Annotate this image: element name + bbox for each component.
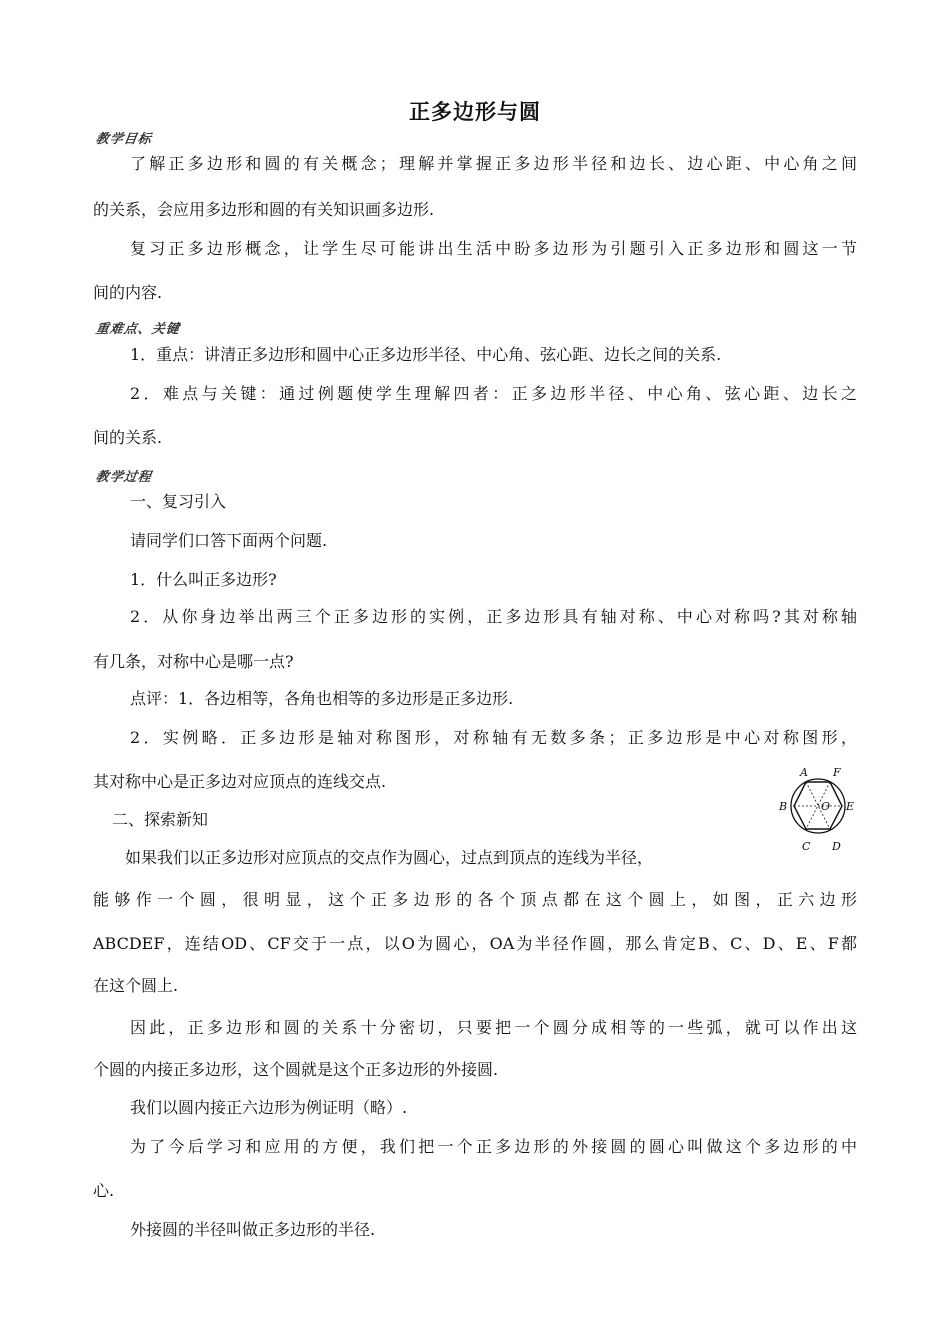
hexagon-abcdef: [794, 782, 842, 829]
center-label-o: O: [821, 800, 831, 813]
vertex-label-a: A: [800, 766, 808, 779]
section-heading-process: 教学过程: [94, 470, 153, 485]
body-line: 复习正多边形概念，让学生尽可能讲出生活中盼多边形为引题引入正多边形和圆这一节: [130, 239, 857, 258]
body-line: 2．从你身边举出两三个正多边形的实例，正多边形具有轴对称、中心对称吗?其对称轴: [130, 607, 857, 626]
body-line: 间的关系.: [93, 428, 163, 447]
body-line: 如果我们以正多边形对应顶点的交点作为圆心，过点到顶点的连线为半径，: [125, 848, 654, 867]
section-heading-objectives: 教学目标: [94, 132, 153, 147]
section-heading-keypoints: 重难点、关键: [94, 322, 181, 337]
vertex-label-c: C: [802, 840, 811, 853]
body-line: 在这个圆上.: [93, 976, 179, 995]
body-line: 有几条，对称中心是哪一点?: [93, 652, 294, 671]
body-line: 2．实例略．正多边形是轴对称图形，对称轴有无数多条；正多边形是中心对称图形，: [130, 728, 857, 747]
body-line: 的关系，会应用多边形和圆的有关知识画多边形.: [93, 200, 435, 219]
body-line: 外接圆的半径叫做正多边形的半径.: [130, 1220, 376, 1239]
body-line: 请同学们口答下面两个问题.: [130, 531, 328, 550]
body-line: 为了今后学习和应用的方便，我们把一个正多边形的外接圆的圆心叫做这个多边形的中: [130, 1137, 857, 1156]
body-line: 能够作一个圆，很明显，这个正多边形的各个顶点都在这个圆上，如图，正六边形: [93, 890, 857, 909]
body-line: 心.: [93, 1181, 115, 1200]
vertex-label-b: B: [779, 800, 788, 813]
body-line: 一、复习引入: [130, 492, 227, 511]
body-line: 我们以圆内接正六边形为例证明（略）.: [130, 1098, 408, 1117]
body-line: 点评：1．各边相等，各角也相等的多边形是正多边形.: [130, 689, 514, 708]
vertex-label-f: F: [833, 766, 841, 779]
body-line: 因此，正多边形和圆的关系十分密切，只要把一个圆分成相等的一些弧，就可以作出这: [130, 1018, 857, 1037]
body-line: 二、探索新知: [112, 810, 209, 829]
body-line: 其对称中心是正多边对应顶点的连线交点.: [93, 772, 387, 791]
body-line: 个圆的内接正多边形，这个圆就是这个正多边形的外接圆.: [93, 1060, 499, 1079]
body-line: ABCDEF，连结OD、CF交于一点，以O为圆心，OA为半径作圆，那么肯定B、C、D、E、F都: [93, 934, 857, 953]
hexagon-circle-figure: [770, 762, 882, 857]
body-line: 1．什么叫正多边形?: [130, 570, 277, 589]
page-title: 正多边形与圆: [409, 100, 541, 124]
body-line: 1．重点：讲清正多边形和圆中心正多边形半径、中心角、弦心距、边长之间的关系.: [130, 345, 722, 364]
body-line: 间的内容.: [93, 283, 163, 302]
vertex-label-d: D: [832, 840, 841, 853]
body-line: 2．难点与关键：通过例题使学生理解四者：正多边形半径、中心角、弦心距、边长之: [130, 384, 857, 403]
vertex-label-e: E: [846, 800, 855, 813]
body-line: 了解正多边形和圆的有关概念；理解并掌握正多边形半径和边长、边心距、中心角之间: [130, 154, 857, 173]
